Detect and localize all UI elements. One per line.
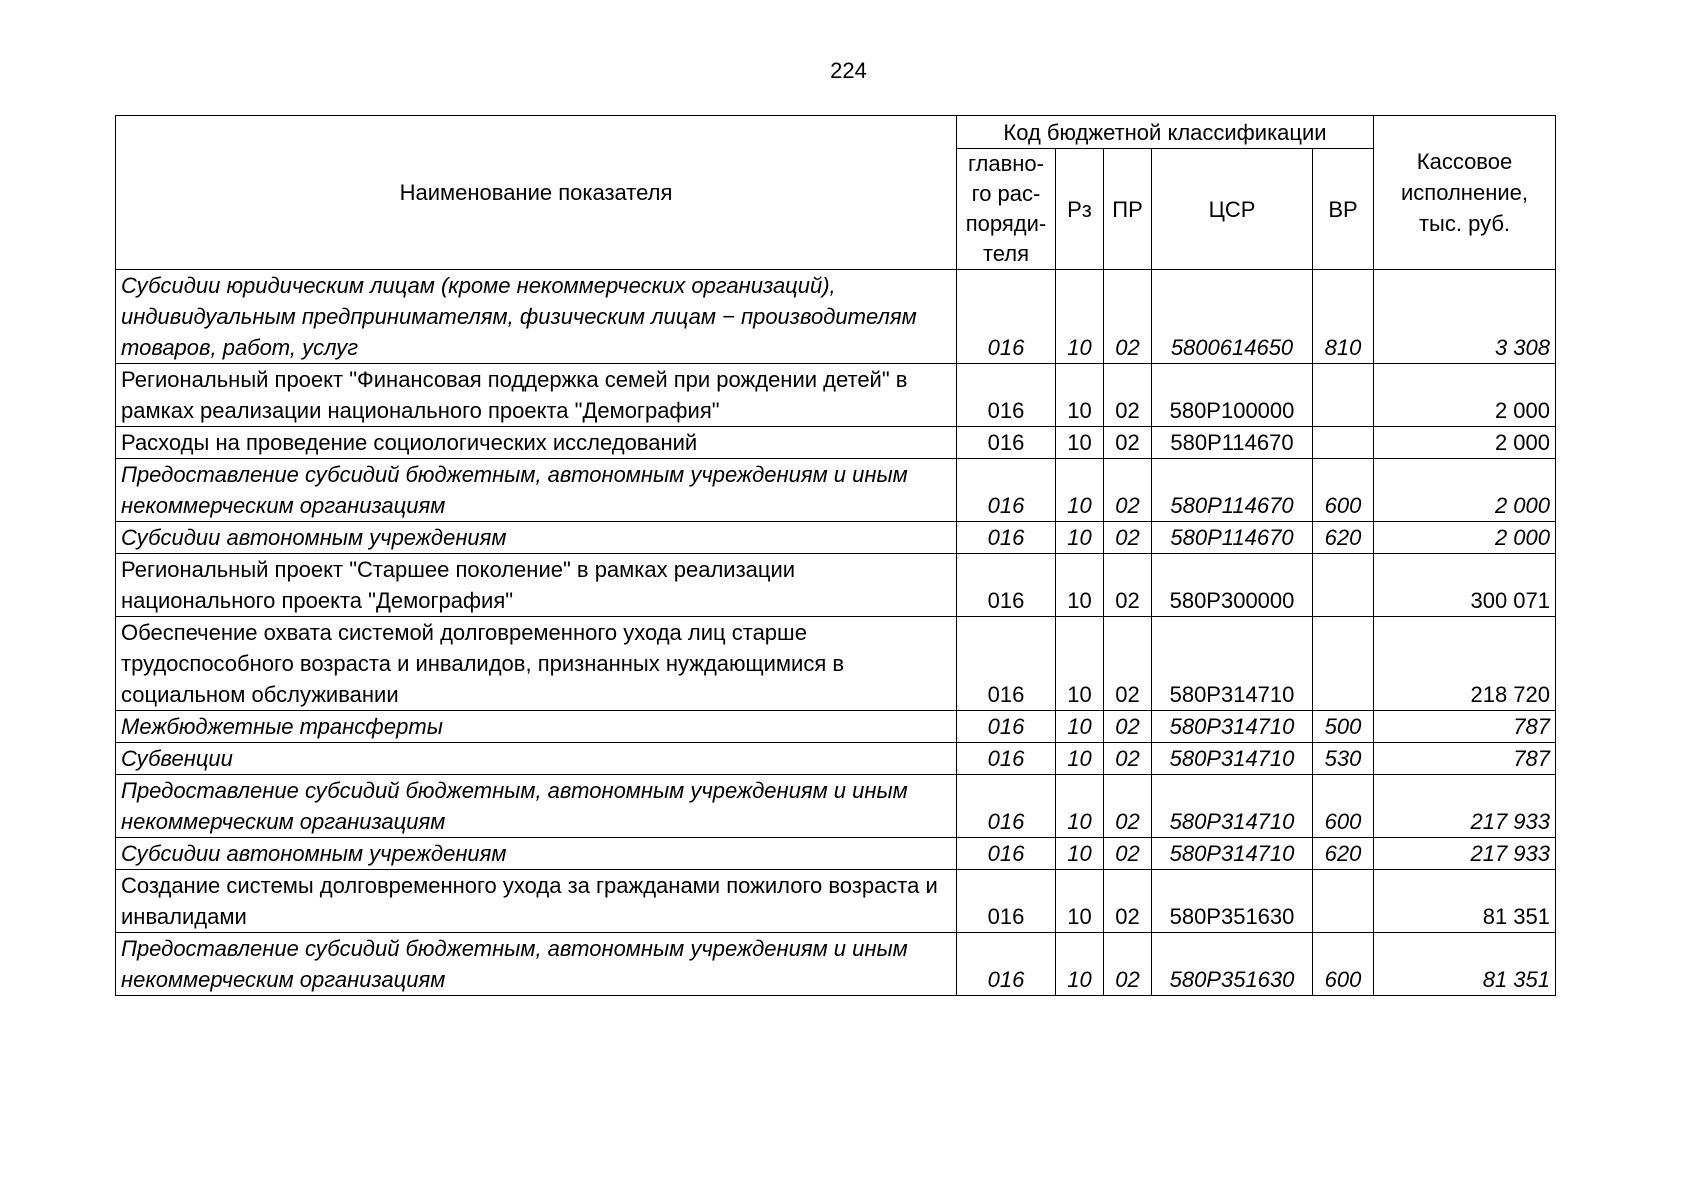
cell-csr: 580P100000 [1152, 364, 1313, 427]
cell-rz: 10 [1056, 870, 1104, 933]
cell-amount: 81 351 [1374, 933, 1556, 996]
cell-csr: 580P351630 [1152, 933, 1313, 996]
cell-pr: 02 [1104, 838, 1152, 870]
header-amount-line: исполнение, [1401, 180, 1528, 205]
cell-pr: 02 [1104, 427, 1152, 459]
header-pr: ПР [1104, 149, 1152, 270]
cell-csr: 580P114670 [1152, 522, 1313, 554]
cell-vr: 500 [1313, 711, 1374, 743]
cell-rz: 10 [1056, 617, 1104, 711]
cell-pr: 02 [1104, 870, 1152, 933]
cell-pr: 02 [1104, 554, 1152, 617]
cell-name: Субсидии автономным учреждениям [116, 522, 957, 554]
cell-csr: 580P351630 [1152, 870, 1313, 933]
cell-amount: 218 720 [1374, 617, 1556, 711]
header-main-manager-line: главно- [967, 151, 1044, 176]
table-row [116, 933, 1556, 996]
cell-pr: 02 [1104, 775, 1152, 838]
cell-vr: 600 [1313, 459, 1374, 522]
cell-vr: 600 [1313, 775, 1374, 838]
budget-table [115, 115, 1556, 996]
table-header [116, 116, 1556, 270]
cell-name: Межбюджетные трансферты [116, 711, 957, 743]
cell-rz: 10 [1056, 775, 1104, 838]
cell-pr: 02 [1104, 522, 1152, 554]
cell-pr: 02 [1104, 743, 1152, 775]
cell-pr: 02 [1104, 617, 1152, 711]
cell-name: Региональный проект "Финансовая поддержка семей при рождении детей" в рамках реализации национального проекта "Демография" [116, 364, 957, 427]
cell-vr: 620 [1313, 522, 1374, 554]
cell-vr: 530 [1313, 743, 1374, 775]
table-body [116, 270, 1556, 996]
cell-vr: 620 [1313, 838, 1374, 870]
cell-main-manager: 016 [957, 775, 1056, 838]
header-amount [1374, 116, 1556, 270]
header-csr: ЦСР [1152, 149, 1313, 270]
cell-amount: 81 351 [1374, 870, 1556, 933]
cell-vr [1313, 554, 1374, 617]
header-name: Наименование показателя [116, 116, 957, 270]
header-row-top [116, 116, 1556, 149]
cell-rz: 10 [1056, 270, 1104, 364]
table-row [116, 364, 1556, 427]
header-main-manager [957, 149, 1056, 270]
cell-name: Создание системы долговременного ухода за гражданами пожилого возраста и инвалидами [116, 870, 957, 933]
cell-name: Субвенции [116, 743, 957, 775]
header-code-group: Код бюджетной классификации [957, 116, 1374, 149]
cell-pr: 02 [1104, 459, 1152, 522]
cell-rz: 10 [1056, 711, 1104, 743]
cell-name: Предоставление субсидий бюджетным, автономным учреждениям и иным некоммерческим организациям [116, 459, 957, 522]
cell-pr: 02 [1104, 364, 1152, 427]
cell-rz: 10 [1056, 427, 1104, 459]
table-row [116, 270, 1556, 364]
cell-vr [1313, 617, 1374, 711]
cell-amount: 787 [1374, 743, 1556, 775]
cell-main-manager: 016 [957, 554, 1056, 617]
table-row [116, 743, 1556, 775]
cell-rz: 10 [1056, 554, 1104, 617]
cell-csr: 580P314710 [1152, 743, 1313, 775]
table-row [116, 522, 1556, 554]
cell-vr: 810 [1313, 270, 1374, 364]
cell-vr: 600 [1313, 933, 1374, 996]
cell-rz: 10 [1056, 364, 1104, 427]
cell-csr: 580P300000 [1152, 554, 1313, 617]
cell-main-manager: 016 [957, 743, 1056, 775]
cell-pr: 02 [1104, 933, 1152, 996]
cell-pr: 02 [1104, 711, 1152, 743]
header-main-manager-line: го рас- [971, 181, 1041, 206]
cell-amount: 300 071 [1374, 554, 1556, 617]
page-number: 224 [830, 58, 867, 83]
cell-amount: 2 000 [1374, 427, 1556, 459]
cell-main-manager: 016 [957, 870, 1056, 933]
cell-csr: 580P314710 [1152, 711, 1313, 743]
cell-rz: 10 [1056, 838, 1104, 870]
cell-csr: 580P114670 [1152, 459, 1313, 522]
cell-pr: 02 [1104, 270, 1152, 364]
cell-main-manager: 016 [957, 270, 1056, 364]
cell-main-manager: 016 [957, 838, 1056, 870]
cell-main-manager: 016 [957, 522, 1056, 554]
cell-name: Региональный проект "Старшее поколение" в рамках реализации национального проекта "Демография" [116, 554, 957, 617]
header-main-manager-line: поряди- [965, 211, 1047, 236]
cell-main-manager: 016 [957, 711, 1056, 743]
table-row [116, 775, 1556, 838]
table-row [116, 711, 1556, 743]
table-row [116, 427, 1556, 459]
header-rz: Рз [1056, 149, 1104, 270]
cell-name: Обеспечение охвата системой долговременного ухода лиц старше трудоспособного возраста и инвалидов, признанных нуждающимися в социальном обслуживании [116, 617, 957, 711]
table-row [116, 617, 1556, 711]
header-main-manager-line: теля [982, 241, 1030, 266]
cell-csr: 5800614650 [1152, 270, 1313, 364]
cell-name: Субсидии автономным учреждениям [116, 838, 957, 870]
cell-main-manager: 016 [957, 933, 1056, 996]
cell-vr [1313, 427, 1374, 459]
cell-csr: 580P114670 [1152, 427, 1313, 459]
cell-main-manager: 016 [957, 617, 1056, 711]
cell-name: Расходы на проведение социологических исследований [116, 427, 957, 459]
table-row [116, 870, 1556, 933]
table-row [116, 459, 1556, 522]
cell-main-manager: 016 [957, 427, 1056, 459]
cell-vr [1313, 364, 1374, 427]
cell-amount: 2 000 [1374, 364, 1556, 427]
header-amount-line: тыс. руб. [1418, 211, 1511, 236]
cell-main-manager: 016 [957, 459, 1056, 522]
cell-main-manager: 016 [957, 364, 1056, 427]
cell-rz: 10 [1056, 743, 1104, 775]
cell-csr: 580P314710 [1152, 838, 1313, 870]
cell-amount: 787 [1374, 711, 1556, 743]
cell-csr: 580P314710 [1152, 775, 1313, 838]
cell-amount: 3 308 [1374, 270, 1556, 364]
cell-name: Предоставление субсидий бюджетным, автономным учреждениям и иным некоммерческим организациям [116, 775, 957, 838]
cell-rz: 10 [1056, 933, 1104, 996]
cell-vr [1313, 870, 1374, 933]
cell-amount: 217 933 [1374, 838, 1556, 870]
cell-rz: 10 [1056, 522, 1104, 554]
cell-csr: 580P314710 [1152, 617, 1313, 711]
header-vr: ВР [1313, 149, 1374, 270]
table-row [116, 554, 1556, 617]
cell-name: Субсидии юридическим лицам (кроме некоммерческих организаций), индивидуальным предпринимателям, физическим лицам − производителям товаров, работ, услуг [116, 270, 957, 364]
cell-amount: 2 000 [1374, 522, 1556, 554]
cell-amount: 217 933 [1374, 775, 1556, 838]
table-row [116, 838, 1556, 870]
cell-amount: 2 000 [1374, 459, 1556, 522]
cell-rz: 10 [1056, 459, 1104, 522]
cell-name: Предоставление субсидий бюджетным, автономным учреждениям и иным некоммерческим организациям [116, 933, 957, 996]
header-amount-line: Кассовое [1416, 149, 1513, 174]
